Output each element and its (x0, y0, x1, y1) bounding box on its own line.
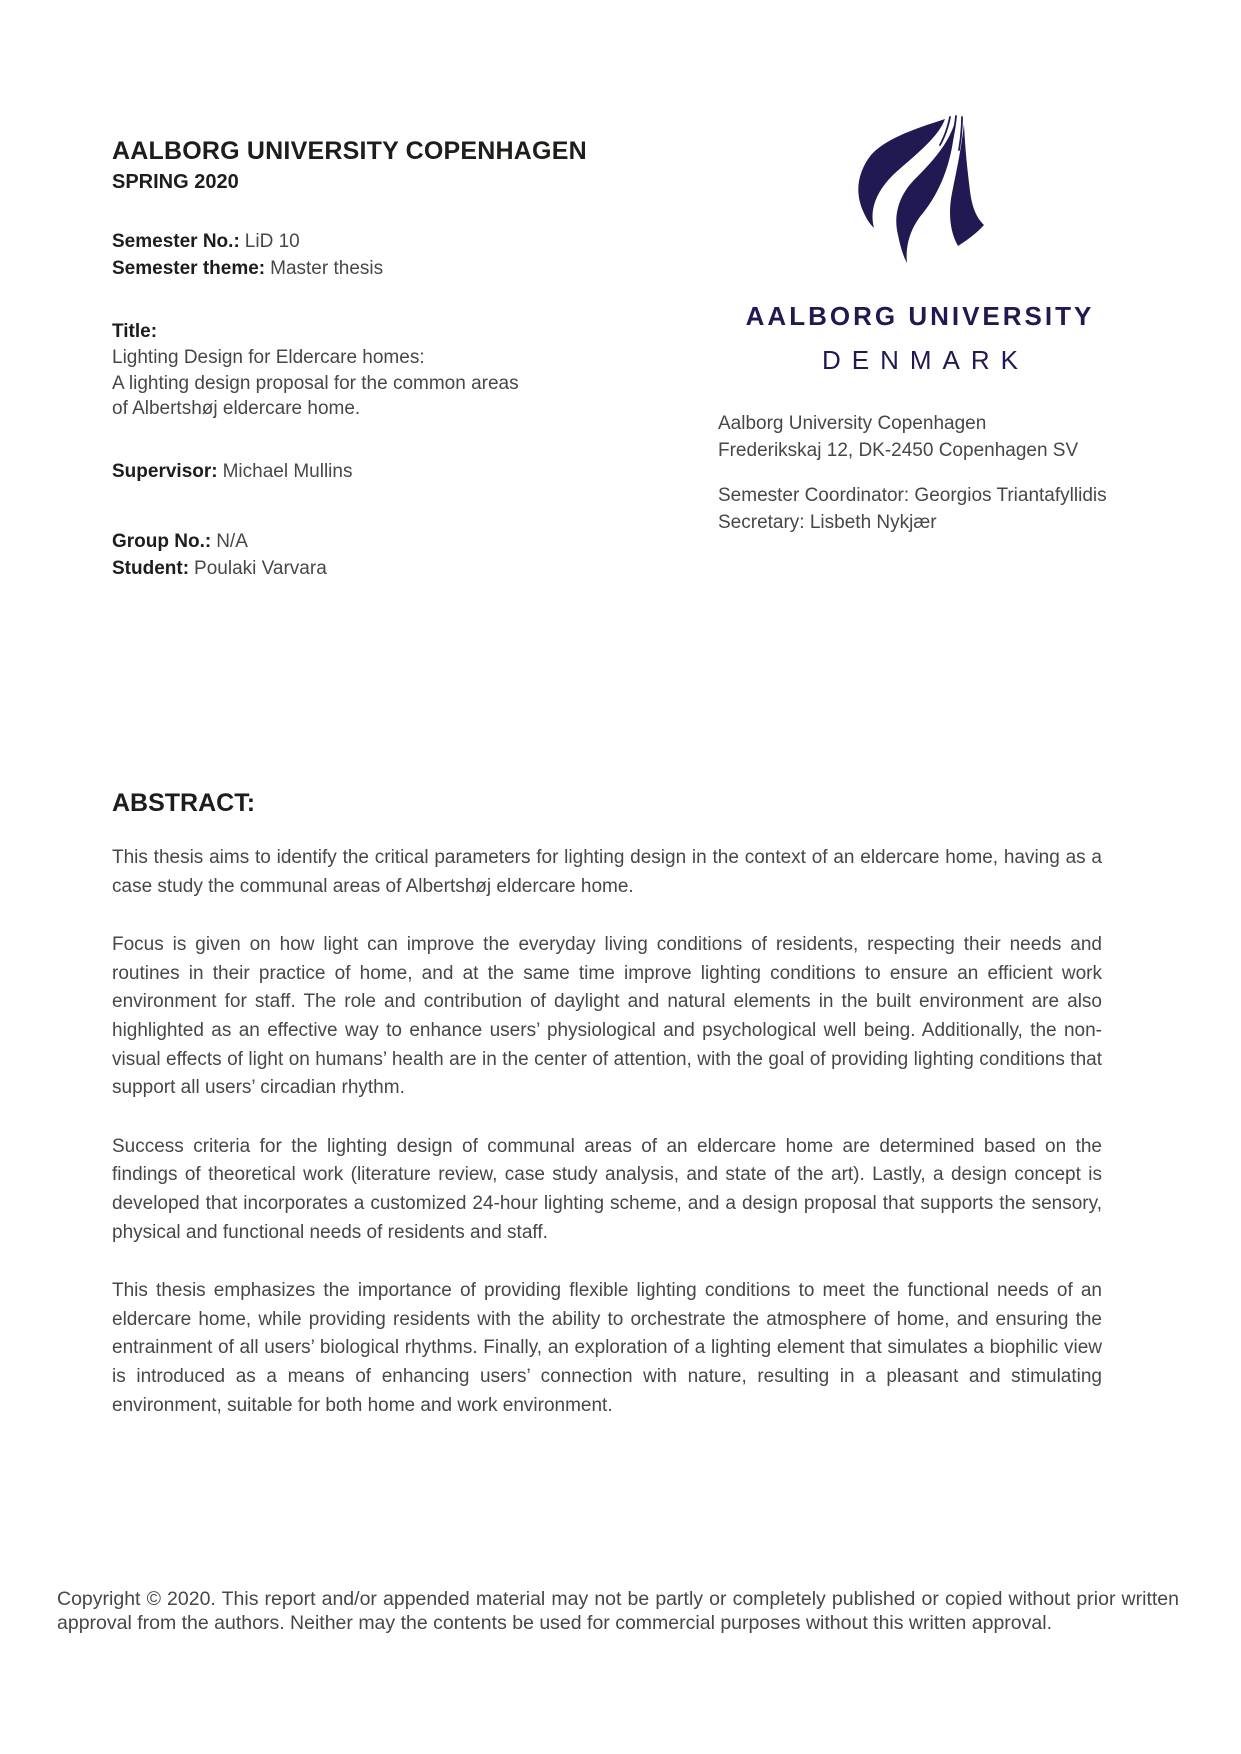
group-no-label: Group No.: (112, 530, 212, 552)
abstract-heading: ABSTRACT: (112, 789, 256, 817)
university-block (700, 115, 1140, 536)
thesis-title-line: of Albertshøj eldercare home. (112, 398, 361, 419)
semester-no-label: Semester No.: (112, 231, 240, 252)
semester-theme-line (112, 255, 632, 282)
semester-coordinator-line: Semester Coordinator: Georgios Triantafyllidis (718, 485, 1107, 506)
student-value: Poulaki Varvara (194, 557, 327, 579)
supervisor-value: Michael Mullins (222, 460, 353, 482)
aau-wordmark-country: DENMARK (821, 345, 1029, 375)
semester-no-value: LiD 10 (244, 231, 300, 252)
abstract-paragraph: This thesis emphasizes the importance of providing flexible lighting conditions to meet the functional needs of an eldercare home, while providing residents with the ability to orchestrate the atmosphere of home, and ensuring the entrainment of all users’ biological rhythms. Finally, an exploration of a lighting element that simulates a biophilic view is introduced as a means of enhancing users’ connection with nature, resulting in a pleasant and stimulating environment, suitable for both home and work environment. (112, 1280, 1102, 1416)
secretary-line: Secretary: Lisbeth Nykjær (718, 512, 937, 533)
thesis-title (112, 345, 632, 422)
aau-logo-icon (855, 115, 985, 265)
semester-no-line (112, 228, 632, 255)
aau-wordmark: AALBORG UNIVERSITY (745, 301, 1095, 331)
semester-term: SPRING 2020 (112, 171, 239, 193)
university-address (700, 410, 1140, 464)
abstract-paragraph: Focus is given on how light can improve the everyday living conditions of residents, respecting their needs and routines in their practice of home, and at the same time improve lighting conditions to ensure an efficient work environment for staff. The role and contribution of daylight and natural elements in the built environment are also highlighted as an effective way to enhance users’ physiological and psychological well being. Additionally, the non-visual effects of light on humans’ health are in the center of attention, with the goal of providing lighting conditions that support all users’ circadian rhythm. (112, 934, 1102, 1099)
semester-theme-value: Master thesis (270, 258, 384, 279)
student-label: Student: (112, 557, 190, 579)
group-no-value: N/A (216, 530, 248, 552)
university-name: AALBORG UNIVERSITY COPENHAGEN (112, 137, 587, 165)
thesis-title-group (112, 319, 632, 422)
student-line (112, 555, 632, 582)
supervisor-label: Supervisor: (112, 460, 218, 482)
semester-info (112, 228, 632, 282)
abstract-body (112, 844, 1102, 1420)
semester-theme-label: Semester theme: (112, 258, 266, 279)
address-line: Frederikskaj 12, DK-2450 Copenhagen SV (718, 440, 1079, 461)
abstract-paragraph: This thesis aims to identify the critical parameters for lighting design in the context of an eldercare home, having as a case study the communal areas of Albertshøj eldercare home. (112, 847, 1102, 897)
supervisor-line (112, 458, 632, 485)
address-line: Aalborg University Copenhagen (718, 413, 987, 434)
copyright-notice: Copyright © 2020. This report and/or appended material may not be partly or completely published or copied without prior written approval from the authors. Neither may the contents be used for commercial purposes without this written approval. (57, 1588, 1179, 1634)
abstract-paragraph: Success criteria for the lighting design of communal areas of an eldercare home are determined based on the findings of theoretical work (literature review, case study analysis, and state of the art). Lastly, a design concept is developed that incorporates a customized 24-hour lighting scheme, and a design proposal that supports the sensory, physical and functional needs of residents and staff. (112, 1135, 1102, 1243)
group-student-info (112, 528, 632, 582)
title-block (112, 136, 632, 582)
title-label: Title: (112, 321, 158, 342)
thesis-title-line: Lighting Design for Eldercare homes: (112, 347, 425, 368)
staff-info (700, 482, 1140, 536)
group-no-line (112, 528, 632, 555)
thesis-title-line: A lighting design proposal for the common areas (112, 372, 519, 394)
